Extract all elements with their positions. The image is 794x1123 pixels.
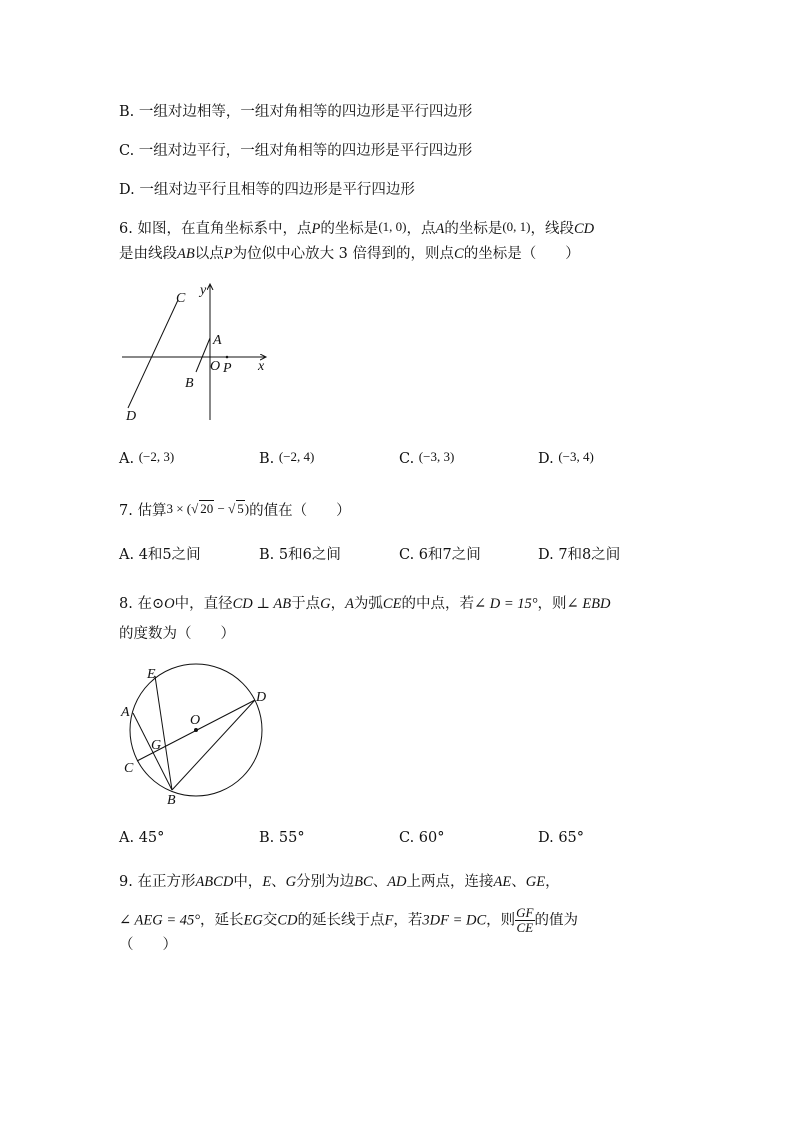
q9-text: 、 <box>511 874 526 890</box>
q6-segment-cd-line <box>128 300 178 408</box>
q9-side-cd: CD <box>277 912 298 929</box>
q6-a-coord: (0, 1) <box>502 219 531 234</box>
q9-side-ad: AD <box>387 874 407 890</box>
q6-label-y: y <box>200 283 207 298</box>
q6-point-p-dot <box>226 356 229 359</box>
q8-condition: CD ⊥ AB <box>232 596 292 612</box>
q6-text: 以点 <box>194 246 224 262</box>
q9-segment-ae: AE <box>493 874 512 890</box>
q6-segment-ab-line <box>196 338 210 372</box>
q9-condition: 3DF = DC <box>422 912 487 929</box>
q9-segment-eg: EG <box>243 912 263 929</box>
q6-point-c: C <box>454 246 464 262</box>
q9-text: 上两点，连接 <box>406 874 494 890</box>
q8-label-c: C <box>124 761 134 776</box>
q7-radicand-2: 5 <box>237 501 244 516</box>
q7-radicand-1: 20 <box>200 501 214 516</box>
q6-point-p: P <box>311 221 321 237</box>
q7-option-b: B. 5和6之间 <box>259 547 341 563</box>
q8-text: 中，直径 <box>174 596 233 612</box>
q7-option-a: A. 4和5之间 <box>119 547 201 563</box>
q9-text: 交 <box>262 912 278 929</box>
q7-line <box>119 499 351 520</box>
q6-text: 的坐标是 <box>320 221 379 237</box>
q9-number: 9. <box>119 874 138 890</box>
q9-line2 <box>119 906 578 935</box>
q8-text: ，则 <box>537 596 567 612</box>
option-c-prev: C. 一组对边平行，一组对角相等的四边形是平行四边形 <box>119 143 473 159</box>
option-value: (−2, 4) <box>278 449 315 464</box>
q8-arc-ce: CE <box>382 596 402 612</box>
option-d-prev: D. 一组对边平行且相等的四边形是平行四边形 <box>119 182 415 198</box>
q9-text: 、 <box>372 874 388 890</box>
circle-symbol: ⊙ <box>151 596 165 612</box>
q9-text: 、 <box>271 874 286 890</box>
q8-label-g: G <box>151 738 162 753</box>
q6-text: 为位似中心放大 3 倍得到的，则点 <box>232 246 455 262</box>
q6-label-d: D <box>126 409 137 424</box>
q8-option-c: C. 60° <box>399 830 445 846</box>
q8-label-d: D <box>256 690 267 705</box>
q9-point-f: F <box>384 912 394 929</box>
q7-expr-part: ) <box>244 501 250 516</box>
option-letter: A. <box>119 451 135 467</box>
q8-point-a: A <box>345 596 354 612</box>
q6-label-o: O <box>210 359 221 374</box>
q9-angle-aeg: ∠ AEG = 45° <box>119 912 201 929</box>
q6-text: 如图，在直角坐标系中，点 <box>137 221 312 237</box>
q6-number: 6. <box>119 221 138 237</box>
q8-text: 于点 <box>291 596 321 612</box>
q8-angle-ebd: ∠ EBD <box>566 596 611 612</box>
q6-text: ，点 <box>406 221 436 237</box>
q8-text: 的中点，若 <box>401 596 474 612</box>
q7-text: 估算 <box>137 503 167 519</box>
q6-label-x: x <box>258 359 265 374</box>
q9-point-g: G <box>285 874 297 890</box>
q7-expr-part: 3 × ( <box>166 501 192 516</box>
q6-label-p: P <box>223 361 232 376</box>
option-letter: C. <box>399 451 415 467</box>
q6-p-coord: (1, 0) <box>378 219 407 234</box>
q8-line1 <box>119 592 611 613</box>
option-value: (−2, 3) <box>138 449 175 464</box>
q7-option-c: C. 6和7之间 <box>399 547 481 563</box>
q8-figure <box>115 660 275 810</box>
q8-point-g: G <box>320 596 331 612</box>
q9-fraction-denominator: CE <box>516 920 534 935</box>
q9-line1 <box>119 870 560 891</box>
q6-option-a <box>119 449 174 467</box>
option-value: (−3, 3) <box>418 449 455 464</box>
q6-point-a: A <box>435 221 445 237</box>
q9-text: ，若 <box>393 912 423 929</box>
q8-point-o: O <box>164 596 175 612</box>
option-letter: D. <box>538 451 554 467</box>
q9-text: ，延长 <box>200 912 244 929</box>
q6-line1 <box>119 217 594 238</box>
q7-option-d: D. 7和8之间 <box>538 547 621 563</box>
q9-answer-paren: （ ） <box>119 937 177 953</box>
q8-option-d: D. 65° <box>538 830 585 846</box>
q9-segment-ge: GE <box>525 874 546 890</box>
q8-text: ， <box>330 596 346 612</box>
q9-text: ，则 <box>486 912 516 929</box>
q6-label-a: A <box>213 333 222 348</box>
q9-text: 在正方形 <box>137 874 196 890</box>
q6-option-d <box>538 449 594 467</box>
q9-text: 中， <box>233 874 263 890</box>
q9-point-e: E <box>262 874 272 890</box>
q8-text: 在 <box>137 596 152 612</box>
q8-angle-d: ∠ D = 15° <box>473 596 538 612</box>
q9-square: ABCD <box>195 874 234 890</box>
q8-label-e: E <box>147 667 156 682</box>
q7-expression: 3 × (√ 20 − √ 5) <box>166 501 250 516</box>
q9-side-bc: BC <box>354 874 373 890</box>
q9-fraction <box>515 906 534 935</box>
q6-label-c: C <box>176 291 186 306</box>
q6-text: 的坐标是 <box>444 221 503 237</box>
q6-text: 的坐标是（ ） <box>463 246 580 262</box>
q6-line2 <box>119 242 580 263</box>
option-b-prev: B. 一组对边相等，一组对角相等的四边形是平行四边形 <box>119 104 473 120</box>
q6-segment-cd: CD <box>574 221 595 237</box>
option-letter: B. <box>259 451 275 467</box>
q8-line2: 的度数为（ ） <box>119 626 235 642</box>
q6-label-b: B <box>185 376 194 391</box>
q6-option-c <box>399 449 454 467</box>
q6-point-p: P <box>223 246 233 262</box>
q8-option-b: B. 55° <box>259 830 305 846</box>
q8-label-o: O <box>190 713 201 728</box>
q8-number: 8. <box>119 596 138 612</box>
q6-text: ，线段 <box>530 221 575 237</box>
q9-text: ， <box>545 874 560 890</box>
q8-label-a: A <box>121 705 130 720</box>
q6-figure <box>118 280 278 425</box>
q6-segment-ab: AB <box>177 246 195 262</box>
q9-text: 的延长线于点 <box>297 912 385 929</box>
q9-text: 分别为边 <box>296 874 355 890</box>
q6-text: 是由线段 <box>119 246 177 262</box>
q9-text: 的值为 <box>534 912 579 929</box>
q8-text: 为弧 <box>353 596 383 612</box>
q7-text: 的值在（ ） <box>249 503 351 519</box>
q8-label-b: B <box>167 793 176 808</box>
q8-option-a: A. 45° <box>119 830 165 846</box>
q8-center-dot <box>194 728 198 732</box>
q9-fraction-numerator: GF <box>516 905 534 920</box>
q7-expr-part: − <box>214 501 229 516</box>
q6-option-b <box>259 449 314 467</box>
q7-number: 7. <box>119 503 138 519</box>
option-value: (−3, 4) <box>558 449 594 464</box>
